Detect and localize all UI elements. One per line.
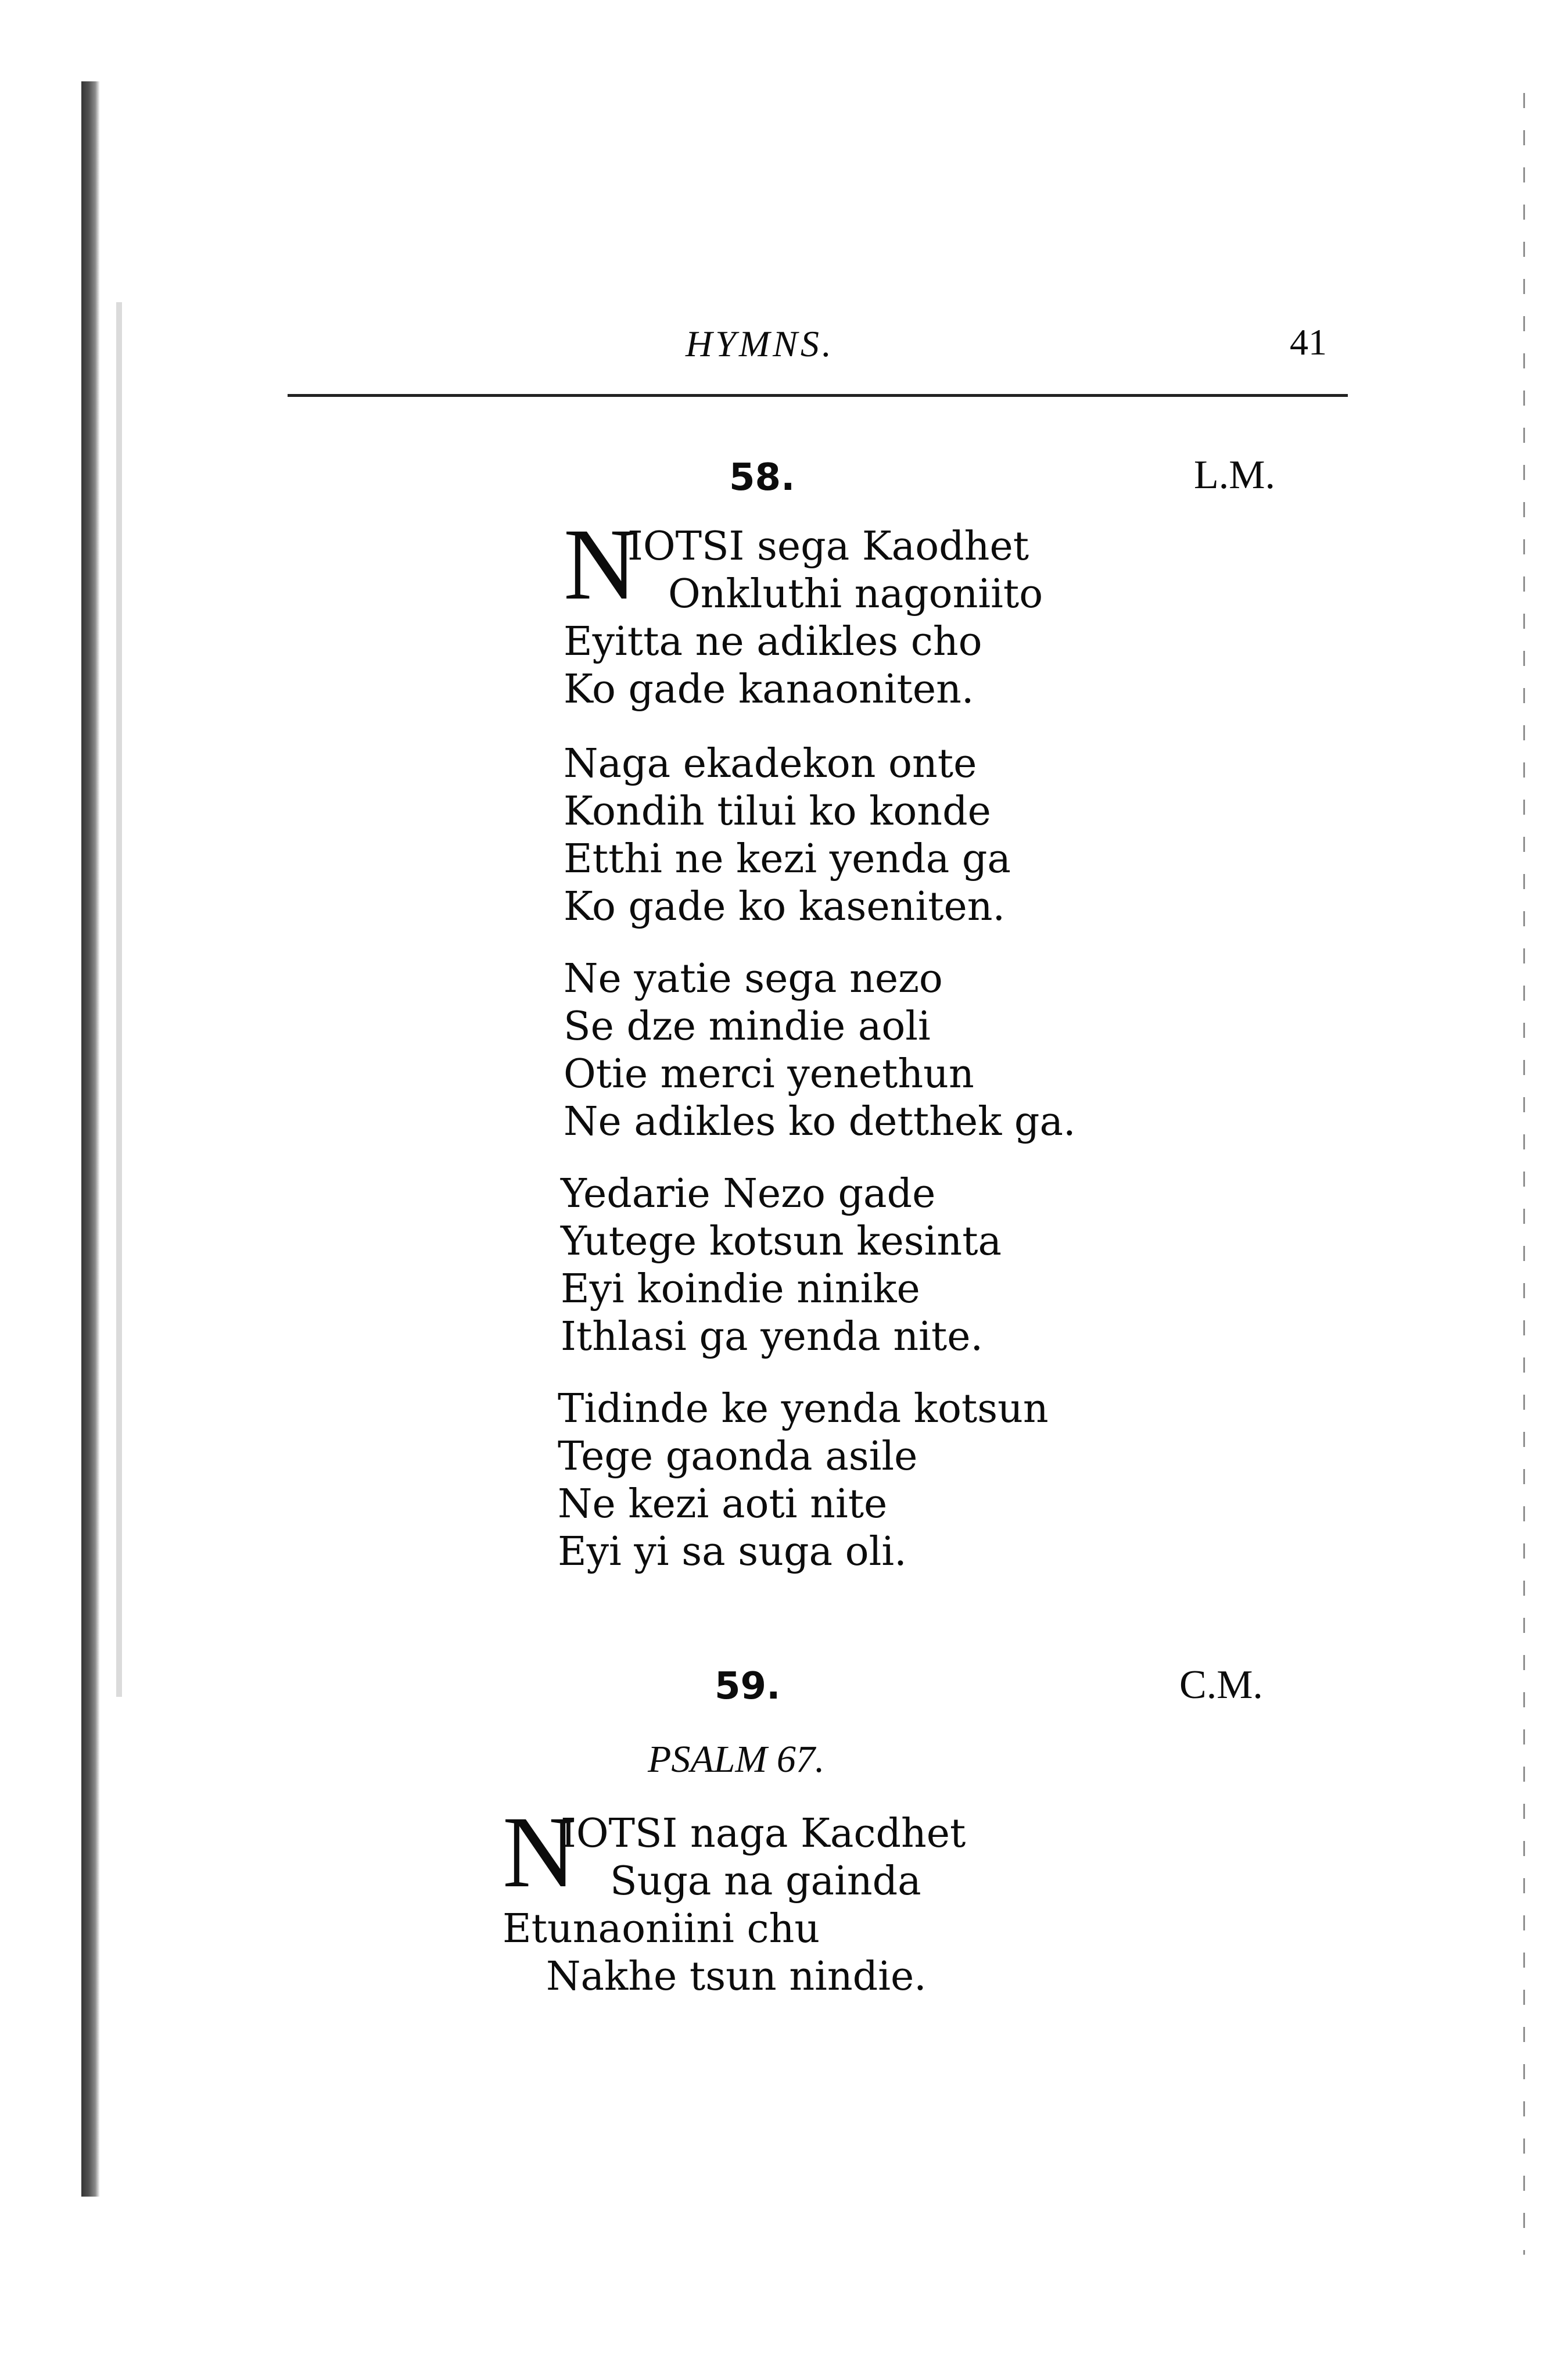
verse-line: Naga ekadekon onte	[564, 741, 977, 787]
verse-line: Yedarie Nezo gade	[561, 1171, 936, 1217]
hymn-meter: L.M.	[1194, 453, 1275, 497]
verse-line: Tege gaonda asile	[558, 1434, 918, 1480]
verse-line: Kondih tilui ko konde	[564, 789, 991, 834]
psalm-title: PSALM 67.	[648, 1738, 825, 1781]
verse-line: Ithlasi ga yenda nite.	[561, 1314, 984, 1360]
verse-line: Eyi yi sa suga oli.	[558, 1529, 907, 1575]
stanza	[558, 1385, 1049, 1576]
verse-line: Suga na gainda	[610, 1858, 921, 1904]
verse-line: Etthi ne kezi yenda ga	[564, 836, 1011, 882]
running-head: HYMNS.	[686, 323, 834, 364]
scan-edge-right	[1523, 93, 1525, 2255]
verse-line: Otie merci yenethun	[564, 1051, 974, 1097]
hymn-meter: C.M.	[1179, 1663, 1263, 1707]
verse-line: Onkluthi nagoniito	[668, 571, 1043, 617]
stanza	[564, 740, 1011, 931]
verse-line: Ne yatie sega nezo	[564, 956, 943, 1002]
verse-line: Ko gade ko kaseniten.	[564, 884, 1006, 930]
verse-line: Ko gade kanaoniten.	[564, 667, 974, 712]
scan-edge-left-shadow	[116, 302, 122, 1697]
drop-cap-initial: N	[503, 1796, 577, 1909]
stanza	[564, 955, 1076, 1146]
verse-line: Nakhe tsun nindie.	[546, 1954, 927, 2000]
verse-line: Yutege kotsun kesinta	[561, 1219, 1002, 1264]
verse-line: Eyi koindie ninike	[561, 1266, 920, 1312]
verse-line: IOTSI sega Kaodhet	[627, 524, 1029, 569]
verse-line: Ne kezi aoti nite	[558, 1481, 888, 1527]
verse-line: Eyitta ne adikles cho	[564, 619, 982, 665]
stanza	[561, 1170, 1002, 1361]
verse-line: Se dze mindie aoli	[564, 1004, 931, 1049]
header-rule	[288, 394, 1348, 397]
scan-edge-left	[81, 81, 100, 2197]
verse-line: Tidinde ke yenda kotsun	[558, 1386, 1049, 1432]
hymn-number: 59.	[715, 1665, 781, 1708]
drop-cap-initial: N	[564, 508, 638, 621]
page-number: 41	[1290, 321, 1327, 363]
verse-line: IOTSI naga Kacdhet	[561, 1811, 966, 1857]
verse-line: Etunaoniini chu	[503, 1906, 820, 1952]
hymn-number: 58.	[729, 456, 795, 499]
verse-line: Ne adikles ko detthek ga.	[564, 1099, 1076, 1145]
